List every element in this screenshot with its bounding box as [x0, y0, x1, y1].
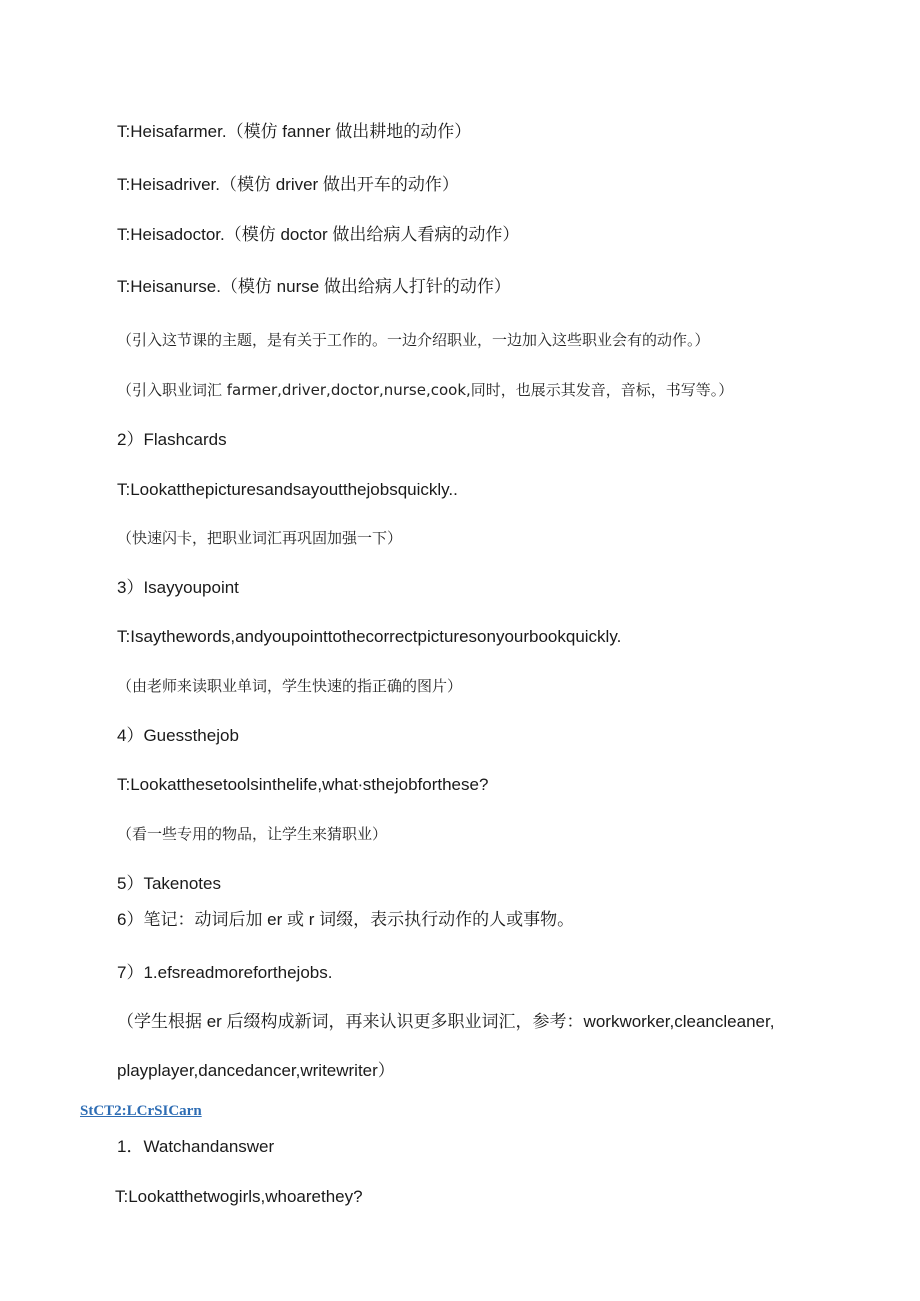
vocabulary-note: （引入职业词汇 farmer,driver,doctor,nurse,cook,同时，也展示其发音，音标，书写等。）: [117, 381, 734, 399]
flashcards-instruction: T:Lookatthepicturesandsayoutthejobsquickly..: [117, 480, 458, 499]
topic-note: （引入这节课的主题，是有关于工作的。一边介绍职业，一边加入这些职业会有的动作。）: [117, 331, 710, 349]
guess-instruction: T:Lookatthesetoolsinthelife,what∙sthejobforthese?: [117, 775, 489, 794]
doctor-line: T:Heisadoctor.（模仿 doctor 做出给病人看病的动作）: [117, 225, 520, 244]
driver-line: T:Heisadriver.（模仿 driver 做出开车的动作）: [117, 175, 459, 194]
suffix-note: （学生根据 er 后缀构成新词，再来认识更多职业词汇，参考：workworker,cleancleaner,: [117, 1012, 775, 1031]
flashcards-step: 2）Flashcards: [117, 430, 227, 449]
notes-content: 6）笔记：动词后加 er 或 r 词缀，表示执行动作的人或事物。: [117, 910, 575, 929]
watch-instruction: T:Lookatthetwogirls,whoarethey?: [115, 1187, 363, 1206]
watch-step: 1．Watchandanswer: [117, 1137, 275, 1156]
farmer-line: T:Heisafarmer.（模仿 fanner 做出耕地的动作）: [117, 122, 472, 141]
suffix-examples: playplayer,dancedancer,writewriter）: [117, 1061, 395, 1080]
nurse-line: T:Heisanurse.（模仿 nurse 做出给病人打针的动作）: [117, 277, 511, 296]
read-more-step: 7）1.efsreadmoreforthejobs.: [117, 963, 333, 982]
point-step: 3）Isayyoupoint: [117, 578, 239, 597]
point-note: （由老师来读职业单词，学生快速的指正确的图片）: [117, 677, 463, 695]
notes-step: 5）Takenotes: [117, 874, 221, 893]
point-instruction: T:Isaythewords,andyoupointtothecorrectpicturesonyourbookquickly.: [117, 627, 622, 646]
guess-step: 4）Guessthejob: [117, 726, 239, 745]
flashcards-note: （快速闪卡，把职业词汇再巩固加强一下）: [117, 529, 403, 547]
guess-note: （看一些专用的物品，让学生来猜职业）: [117, 825, 388, 843]
section-heading: StCT2:LCrSICarn: [80, 1103, 202, 1119]
